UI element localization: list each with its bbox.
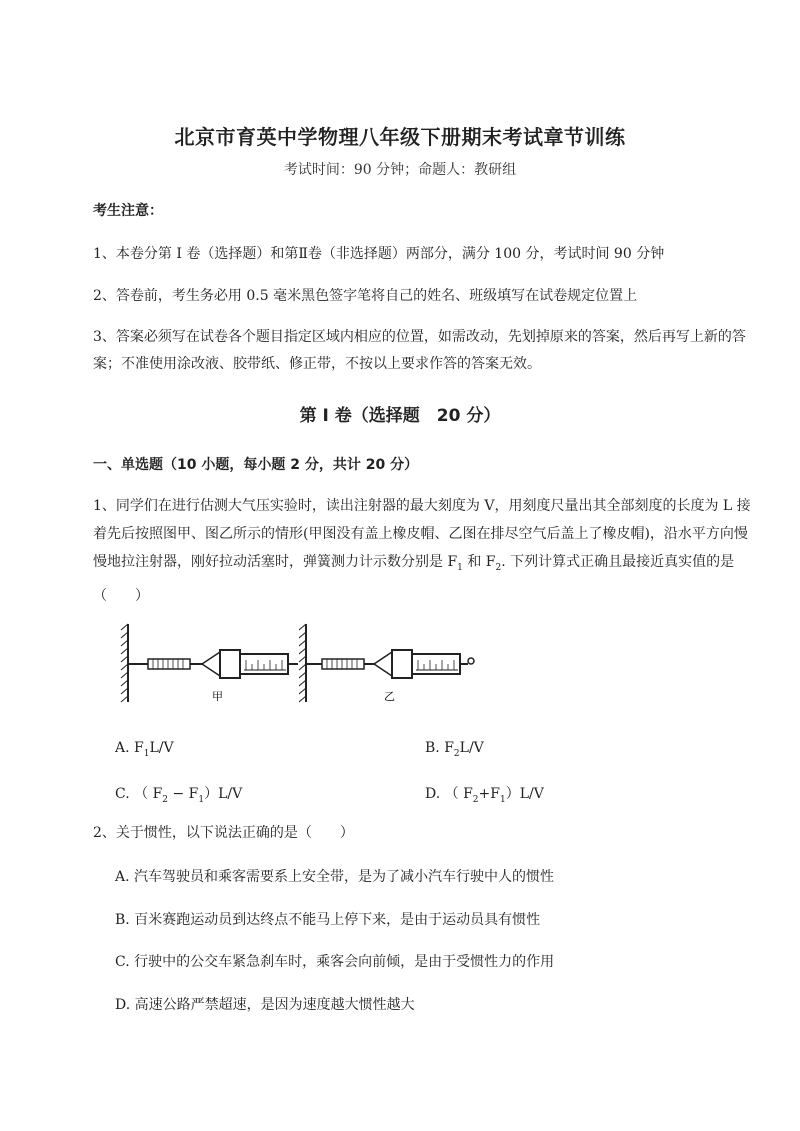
q2-option-d[interactable]: D. 高速公路严禁超速，是因为速度越大惯性越大 <box>115 997 415 1013</box>
notice-item-3: 3、答案必须写在试卷各个题目指定区域内相应的位置，如需改动，先划掉原来的答案，然后再写上新的答案；不准使用涂改液、胶带纸、修正带，不按以上要求作答的答案无效。 <box>93 329 746 372</box>
q2-option-b[interactable]: B. 百米赛跑运动员到达终点不能马上停下来，是由于运动员具有惯性 <box>115 912 541 928</box>
syringe-figure <box>120 620 475 710</box>
page-title: 北京市育英中学物理八年级下册期末考试章节训练 <box>174 125 626 149</box>
notice-item-2: 2、答卷前，考生务必用 0.5 毫米黑色签字笔将自己的姓名、班级填写在试卷规定位置上 <box>93 288 638 304</box>
figure-label-jia: 甲 <box>212 690 223 703</box>
notice-heading: 考生注意： <box>93 203 163 219</box>
q1-option-d[interactable]: D. （ $F_2+F_1)L/V$ <box>425 786 544 805</box>
exam-info: 考试时间：90 分钟；命题人：教研组 <box>283 162 517 178</box>
section-title: 第 I 卷（选择题 20 分） <box>299 406 501 426</box>
notice-item-1: 1、本卷分第 I 卷（选择题）和第Ⅱ卷（非选择题）两部分，满分 100 分，考试时间 90 分钟 <box>93 246 665 262</box>
q1-option-c[interactable]: C. （ $F_2 - F_1)L/V$ <box>115 786 243 805</box>
question-1-stem: 1、同学们在进行估测大气压实验时，读出注射器的最大刻度为 V，用刻度尺量出其全部刻度的长度为 L 接着先后按照图甲、图乙所示的情形(甲图没有盖上橡皮帽、乙图在排尽空气后盖上了橡皮帽)，沿水平方向慢慢地拉注射器，刚好拉动活塞时，弹簧测力计示数分别是 $F_1$ 和 $F_2$. 下列计算式正确且最接近真实值的是（ ） <box>93 498 751 604</box>
part-heading: 一、单选题（10 小题，每小题 2 分，共计 20 分） <box>93 457 419 473</box>
q1-option-a[interactable]: A. $F_1L/V$ <box>115 740 174 759</box>
q2-option-a[interactable]: A. 汽车驾驶员和乘客需要系上安全带，是为了减小汽车行驶中人的惯性 <box>115 869 555 885</box>
q1-option-b[interactable]: B. $F_2L/V$ <box>425 740 484 759</box>
figure-label-yi: 乙 <box>384 690 395 703</box>
q2-option-c[interactable]: C. 行驶中的公交车紧急刹车时，乘客会向前倾，是由于受惯性力的作用 <box>115 954 555 970</box>
question-2-stem: 2、关于惯性，以下说法正确的是（ ） <box>93 825 354 841</box>
